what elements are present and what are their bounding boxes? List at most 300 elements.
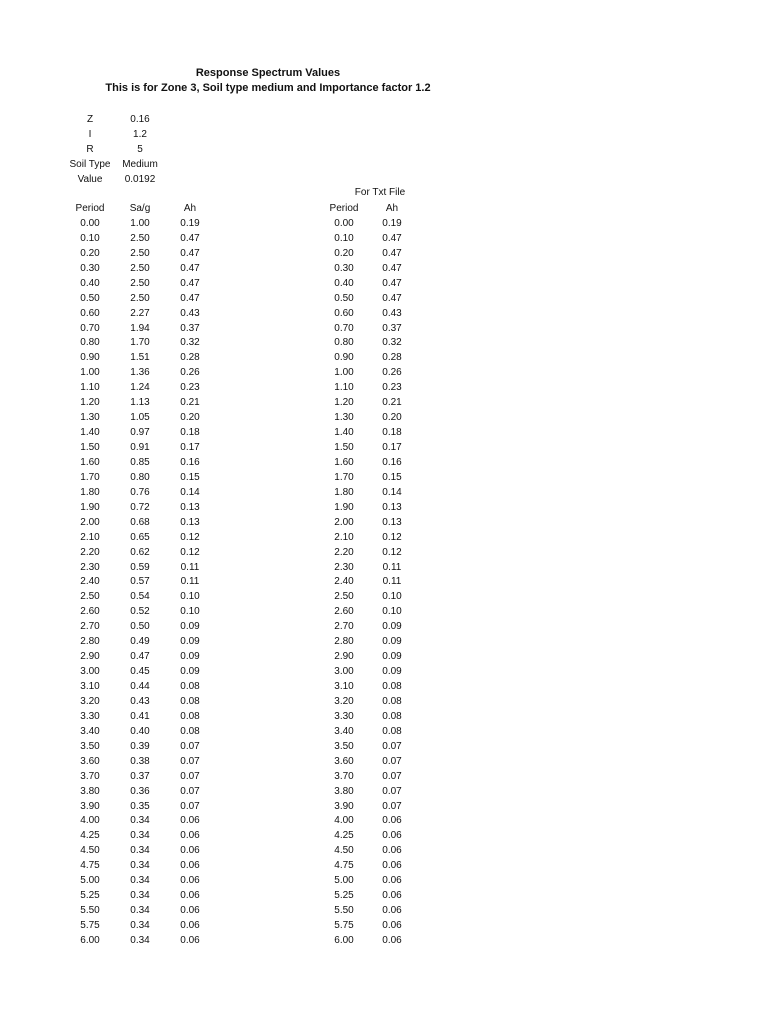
parameter-row	[60, 112, 160, 127]
table-cell: 0.06	[382, 934, 402, 946]
table-row	[320, 919, 416, 934]
table-cell: 0.16	[382, 456, 402, 468]
table-cell: 0.34	[130, 905, 150, 917]
table-cell: 2.50	[80, 591, 100, 603]
table-row	[65, 441, 215, 456]
table-cell: 3.50	[334, 740, 354, 752]
table-cell: 1.50	[334, 442, 354, 453]
table-row	[65, 755, 215, 770]
table-row	[320, 366, 416, 381]
table-cell: 0.21	[180, 397, 200, 409]
table-row	[65, 322, 215, 337]
table-cell: 0.12	[382, 546, 402, 558]
table-row	[65, 874, 215, 889]
table-cell: 3.60	[334, 755, 354, 767]
table-row	[65, 396, 215, 411]
table-cell: 0.60	[80, 307, 100, 319]
table-row	[320, 426, 416, 441]
column-header: Sa/g	[129, 203, 151, 214]
table-cell: 0.60	[334, 307, 354, 319]
table-cell: 0.11	[382, 576, 402, 588]
table-cell: 1.10	[334, 382, 354, 394]
table-cell: 0.50	[334, 292, 354, 304]
table-cell: 0.28	[382, 352, 402, 364]
table-row	[320, 859, 416, 874]
table-cell: 0.07	[382, 770, 402, 782]
table-cell: 4.25	[334, 830, 354, 842]
table-row	[65, 680, 215, 695]
table-cell: 0.20	[180, 412, 200, 424]
table-cell: 0.07	[180, 785, 200, 797]
table-cell: 1.80	[334, 486, 354, 498]
table-row	[320, 829, 416, 844]
table-cell: 2.80	[334, 636, 354, 648]
table-cell: 1.90	[334, 501, 354, 513]
table-cell: 0.13	[382, 516, 402, 528]
table-cell: 2.50	[130, 262, 150, 274]
table-header-row	[65, 202, 215, 217]
table-cell: 2.90	[80, 651, 100, 663]
table-row	[320, 770, 416, 785]
table-cell: 0.10	[180, 606, 200, 618]
table-cell: 3.20	[80, 695, 100, 707]
table-cell: 0.34	[130, 845, 150, 857]
table-cell: 2.10	[334, 531, 354, 543]
table-cell: 2.50	[334, 591, 354, 603]
table-row	[65, 262, 215, 277]
table-row	[320, 486, 416, 501]
table-row	[65, 740, 215, 755]
table-cell: 1.00	[334, 367, 354, 379]
table-cell: 0.28	[180, 352, 200, 364]
table-cell: 2.50	[130, 247, 150, 259]
table-cell: 0.26	[382, 367, 402, 379]
table-cell: 3.80	[334, 785, 354, 797]
table-cell: 0.40	[130, 725, 150, 737]
table-cell: 0.11	[180, 561, 200, 573]
table-cell: 0.07	[180, 740, 200, 752]
table-cell: 0.90	[80, 352, 100, 364]
table-cell: 0.30	[334, 262, 354, 274]
table-row	[65, 665, 215, 680]
table-cell: 4.00	[334, 815, 354, 827]
table-cell: 0.68	[130, 516, 150, 528]
table-cell: 0.50	[80, 292, 100, 304]
table-cell: 0.57	[130, 576, 150, 588]
table-cell: 2.20	[334, 546, 354, 558]
table-cell: 0.13	[180, 501, 200, 513]
table-cell: 1.20	[334, 397, 354, 409]
parameter-row	[60, 142, 160, 157]
table-row	[65, 426, 215, 441]
table-row	[65, 277, 215, 292]
table-cell: 0.13	[180, 516, 200, 528]
parameters-block	[60, 112, 160, 187]
table-cell: 0.06	[180, 905, 200, 917]
table-cell: 5.50	[80, 905, 100, 917]
table-cell: 1.30	[80, 412, 100, 424]
table-cell: 0.08	[382, 695, 402, 707]
column-header: Ah	[385, 203, 399, 214]
table-cell: 4.75	[80, 860, 100, 872]
table-cell: 0.47	[382, 262, 402, 274]
table-row	[65, 336, 215, 351]
table-cell: 2.50	[130, 277, 150, 289]
table-cell: 0.44	[130, 681, 150, 692]
table-cell: 3.20	[334, 695, 354, 707]
table-row	[65, 456, 215, 471]
table-row	[320, 695, 416, 710]
txt-file-title: For Txt File	[354, 187, 406, 198]
table-cell: 0.14	[180, 486, 200, 498]
table-cell: 0.32	[382, 337, 402, 349]
table-row	[65, 531, 215, 546]
table-cell: 0.08	[180, 710, 200, 722]
table-row	[65, 471, 215, 486]
table-cell: 5.00	[334, 875, 354, 887]
table-cell: 0.19	[382, 217, 402, 229]
parameter-value: 5	[137, 144, 143, 155]
table-cell: 0.08	[180, 725, 200, 737]
table-cell: 5.75	[80, 920, 100, 931]
table-row	[65, 292, 215, 307]
table-cell: 0.52	[130, 606, 150, 618]
parameter-value: Medium	[122, 159, 158, 170]
table-cell: 0.34	[130, 934, 150, 946]
table-cell: 0.10	[382, 606, 402, 618]
table-cell: 3.70	[80, 770, 100, 782]
table-cell: 0.37	[130, 770, 150, 782]
table-cell: 1.90	[80, 501, 100, 513]
table-cell: 2.60	[80, 606, 100, 618]
table-cell: 0.07	[180, 770, 200, 782]
table-row	[320, 605, 416, 620]
table-cell: 0.15	[180, 471, 200, 483]
table-cell: 0.47	[180, 247, 200, 259]
table-cell: 0.47	[382, 277, 402, 289]
table-cell: 0.37	[382, 322, 402, 334]
table-cell: 0.59	[130, 561, 150, 573]
table-cell: 0.45	[130, 666, 150, 678]
table-cell: 1.30	[334, 412, 354, 424]
table-cell: 0.26	[180, 367, 200, 379]
table-cell: 0.11	[180, 576, 200, 588]
table-cell: 0.20	[334, 247, 354, 259]
table-row	[65, 904, 215, 919]
table-cell: 0.07	[382, 800, 402, 812]
table-cell: 0.06	[180, 890, 200, 902]
table-cell: 3.30	[334, 710, 354, 722]
table-cell: 0.06	[382, 860, 402, 872]
table-cell: 5.25	[334, 890, 354, 902]
document-subtitle: This is for Zone 3, Soil type medium and Importance factor 1.2	[105, 82, 431, 94]
table-cell: 0.08	[180, 695, 200, 707]
table-cell: 1.00	[130, 217, 150, 229]
table-cell: 1.13	[130, 397, 150, 409]
table-cell: 0.08	[180, 681, 200, 692]
table-cell: 0.34	[130, 875, 150, 887]
table-cell: 0.72	[130, 501, 150, 513]
table-row	[320, 456, 416, 471]
table-row	[65, 546, 215, 561]
table-row	[320, 575, 416, 590]
table-cell: 0.41	[130, 710, 150, 722]
table-row	[320, 561, 416, 576]
table-cell: 0.90	[334, 352, 354, 364]
column-header: Period	[75, 203, 105, 214]
table-cell: 3.00	[334, 666, 354, 678]
table-row	[65, 889, 215, 904]
table-cell: 1.05	[130, 412, 150, 424]
table-cell: 1.70	[334, 471, 354, 483]
table-cell: 2.50	[130, 292, 150, 304]
table-row	[320, 635, 416, 650]
table-cell: 0.18	[180, 427, 200, 439]
table-row	[320, 590, 416, 605]
table-cell: 0.11	[382, 561, 402, 573]
table-cell: 4.50	[334, 845, 354, 857]
table-row	[320, 217, 416, 232]
table-cell: 0.20	[382, 412, 402, 424]
table-cell: 0.37	[180, 322, 200, 334]
table-cell: 5.75	[334, 920, 354, 931]
table-cell: 1.60	[334, 456, 354, 468]
parameter-value: 0.16	[130, 114, 150, 125]
table-cell: 0.09	[180, 621, 200, 633]
table-row	[65, 829, 215, 844]
table-cell: 0.16	[180, 456, 200, 468]
table-cell: 0.47	[180, 232, 200, 244]
table-cell: 0.09	[382, 636, 402, 648]
table-cell: 0.07	[382, 785, 402, 797]
table-row	[65, 366, 215, 381]
table-cell: 0.18	[382, 427, 402, 439]
table-cell: 0.80	[334, 337, 354, 349]
table-row	[320, 665, 416, 680]
parameter-row	[60, 172, 160, 187]
table-row	[320, 889, 416, 904]
table-row	[65, 605, 215, 620]
table-cell: 0.15	[382, 471, 402, 483]
table-cell: 0.07	[180, 755, 200, 767]
table-cell: 0.06	[382, 920, 402, 931]
table-cell: 0.07	[382, 740, 402, 752]
table-row	[320, 471, 416, 486]
table-row	[65, 561, 215, 576]
table-cell: 2.70	[80, 621, 100, 633]
table-cell: 0.23	[382, 382, 402, 394]
table-cell: 0.80	[80, 337, 100, 349]
table-cell: 0.00	[80, 217, 100, 229]
table-row	[65, 381, 215, 396]
parameter-label: I	[88, 129, 92, 140]
table-row	[320, 247, 416, 262]
table-cell: 3.10	[80, 681, 100, 692]
table-cell: 5.25	[80, 890, 100, 902]
table-row	[320, 501, 416, 516]
response-spectrum-table	[65, 202, 215, 949]
table-row	[65, 351, 215, 366]
table-cell: 0.06	[180, 934, 200, 946]
table-cell: 0.13	[382, 501, 402, 513]
table-row	[65, 859, 215, 874]
table-cell: 0.06	[180, 860, 200, 872]
table-cell: 0.43	[180, 307, 200, 319]
parameter-row	[60, 157, 160, 172]
table-cell: 0.54	[130, 591, 150, 603]
table-cell: 0.70	[334, 322, 354, 334]
table-cell: 0.08	[382, 725, 402, 737]
table-row	[65, 307, 215, 322]
txt-file-table	[320, 202, 416, 949]
table-row	[320, 725, 416, 740]
table-row	[320, 262, 416, 277]
table-cell: 2.60	[334, 606, 354, 618]
table-cell: 0.39	[130, 740, 150, 752]
table-cell: 0.23	[180, 382, 200, 394]
table-cell: 0.09	[382, 651, 402, 663]
table-cell: 0.47	[382, 292, 402, 304]
table-row	[65, 501, 215, 516]
table-cell: 1.40	[334, 427, 354, 439]
table-cell: 6.00	[80, 934, 100, 946]
parameter-label: R	[86, 144, 94, 155]
table-row	[65, 725, 215, 740]
table-cell: 4.50	[80, 845, 100, 857]
document-title: Response Spectrum Values	[195, 67, 341, 79]
table-cell: 0.34	[130, 815, 150, 827]
table-row	[320, 396, 416, 411]
table-row	[65, 590, 215, 605]
parameter-value: 0.0192	[124, 174, 156, 185]
table-cell: 0.49	[130, 636, 150, 648]
table-cell: 0.09	[180, 666, 200, 678]
table-cell: 0.12	[180, 546, 200, 558]
table-cell: 0.20	[80, 247, 100, 259]
table-cell: 0.06	[180, 920, 200, 931]
table-row	[320, 934, 416, 949]
table-cell: 3.40	[80, 725, 100, 737]
table-cell: 3.00	[80, 666, 100, 678]
table-cell: 3.60	[80, 755, 100, 767]
table-cell: 4.75	[334, 860, 354, 872]
table-row	[320, 232, 416, 247]
table-row	[320, 740, 416, 755]
table-cell: 0.40	[80, 277, 100, 289]
column-header: Period	[329, 203, 359, 214]
table-cell: 0.12	[382, 531, 402, 543]
table-cell: 0.36	[130, 785, 150, 797]
table-cell: 0.10	[334, 232, 354, 244]
table-cell: 2.20	[80, 546, 100, 558]
table-row	[320, 680, 416, 695]
table-cell: 5.50	[334, 905, 354, 917]
table-cell: 0.85	[130, 456, 150, 468]
table-cell: 2.50	[130, 232, 150, 244]
table-row	[320, 381, 416, 396]
parameter-row	[60, 127, 160, 142]
table-row	[65, 770, 215, 785]
table-cell: 3.40	[334, 725, 354, 737]
table-cell: 0.38	[130, 755, 150, 767]
table-cell: 0.91	[130, 442, 150, 453]
table-cell: 0.06	[180, 875, 200, 887]
table-cell: 0.08	[382, 710, 402, 722]
table-cell: 0.47	[180, 277, 200, 289]
table-cell: 1.24	[130, 382, 150, 394]
table-cell: 1.60	[80, 456, 100, 468]
table-cell: 3.90	[80, 800, 100, 812]
table-row	[65, 232, 215, 247]
table-cell: 0.70	[80, 322, 100, 334]
table-cell: 0.00	[334, 217, 354, 229]
table-row	[65, 620, 215, 635]
table-row	[65, 516, 215, 531]
table-cell: 1.20	[80, 397, 100, 409]
table-row	[320, 650, 416, 665]
table-cell: 6.00	[334, 934, 354, 946]
table-row	[320, 620, 416, 635]
table-cell: 0.19	[180, 217, 200, 229]
table-row	[65, 814, 215, 829]
table-cell: 0.47	[382, 232, 402, 244]
table-row	[320, 351, 416, 366]
table-cell: 0.34	[130, 890, 150, 902]
table-cell: 1.70	[130, 337, 150, 349]
table-cell: 0.07	[180, 800, 200, 812]
table-cell: 0.30	[80, 262, 100, 274]
table-row	[65, 800, 215, 815]
table-row	[65, 635, 215, 650]
table-cell: 0.06	[382, 830, 402, 842]
table-row	[320, 292, 416, 307]
table-cell: 2.70	[334, 621, 354, 633]
parameter-value: 1.2	[133, 129, 147, 140]
table-header-row	[320, 202, 416, 217]
table-cell: 1.50	[80, 442, 100, 453]
table-cell: 2.30	[334, 561, 354, 573]
table-cell: 0.08	[382, 681, 402, 692]
table-cell: 0.97	[130, 427, 150, 439]
table-cell: 0.62	[130, 546, 150, 558]
table-cell: 0.17	[382, 442, 402, 453]
table-row	[65, 785, 215, 800]
table-row	[320, 546, 416, 561]
table-cell: 0.10	[180, 591, 200, 603]
table-cell: 3.80	[80, 785, 100, 797]
table-cell: 2.90	[334, 651, 354, 663]
table-cell: 2.40	[334, 576, 354, 588]
parameter-label: Value	[77, 174, 103, 185]
table-row	[320, 844, 416, 859]
table-cell: 0.34	[130, 860, 150, 872]
table-cell: 4.25	[80, 830, 100, 842]
table-cell: 3.70	[334, 770, 354, 782]
table-cell: 0.34	[130, 830, 150, 842]
table-row	[320, 904, 416, 919]
table-cell: 0.06	[382, 815, 402, 827]
table-row	[65, 695, 215, 710]
table-cell: 2.40	[80, 576, 100, 588]
table-cell: 3.30	[80, 710, 100, 722]
table-cell: 0.06	[382, 890, 402, 902]
table-cell: 3.10	[334, 681, 354, 692]
table-cell: 0.09	[382, 666, 402, 678]
table-cell: 0.21	[382, 397, 402, 409]
table-cell: 0.80	[130, 471, 150, 483]
table-cell: 1.94	[130, 322, 150, 334]
table-cell: 0.47	[130, 651, 150, 663]
